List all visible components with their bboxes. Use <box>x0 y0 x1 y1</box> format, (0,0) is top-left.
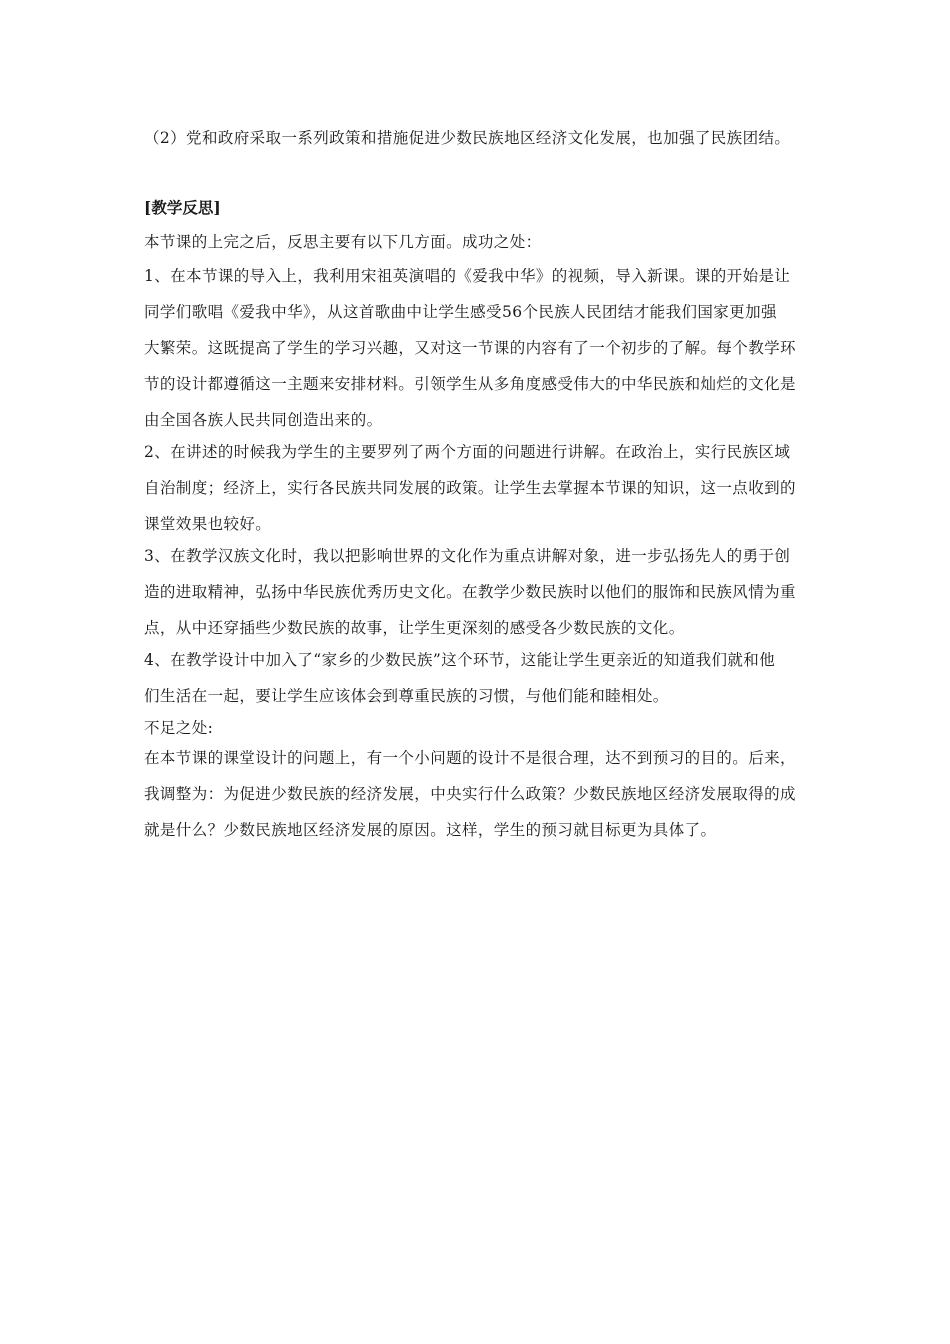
text-line: 不足之处: <box>144 719 214 737</box>
text-line: 大繁荣。这既提高了学生的学习兴趣，又对这一节课的内容有了一个初步的了解。每个教学环 <box>144 339 796 357</box>
intro-paragraph: （2）党和政府采取一系列政策和措施促进少数民族地区经济文化发展，也加强了民族团结。 <box>144 129 791 147</box>
text-line: 造的进取精神，弘扬中华民族优秀历史文化。在教学少数民族时以他们的服饰和民族风情为重 <box>144 583 796 601</box>
text-line: 我调整为：为促进少数民族的经济发展，中央实行什么政策？少数民族地区经济发展取得的成 <box>144 785 796 803</box>
text-line: 2、在讲述的时候我为学生的主要罗列了两个方面的问题进行讲解。在政治上，实行民族区域 <box>144 443 791 461</box>
text-line: 1、在本节课的导入上，我利用宋祖英演唱的《爱我中华》的视频，导入新课。课的开始是让 <box>144 267 791 285</box>
text-line: 们生活在一起，要让学生应该体会到尊重民族的习惯，与他们能和睦相处。 <box>144 687 669 705</box>
section-heading: [教学反思] <box>144 198 221 217</box>
text-line: 节的设计都遵循这一主题来安排材料。引领学生从多角度感受伟大的中华民族和灿烂的文化是 <box>144 375 796 393</box>
text-line: 在本节课的课堂设计的问题上，有一个小问题的设计不是很合理，达不到预习的目的。后来， <box>144 749 796 767</box>
text-line: 点，从中还穿插些少数民族的故事，让学生更深刻的感受各少数民族的文化。 <box>144 619 685 637</box>
text-line: 3、在教学汉族文化时，我以把影响世界的文化作为重点讲解对象，进一步弘扬先人的勇于创 <box>144 547 791 565</box>
text-line: 就是什么？少数民族地区经济发展的原因。这样，学生的预习就目标更为具体了。 <box>144 821 717 839</box>
text-line: 同学们歌唱《爱我中华》，从这首歌曲中让学生感受56个民族人民团结才能我们国家更加强 <box>144 303 777 321</box>
text-line: 本节课的上完之后，反思主要有以下几方面。成功之处： <box>144 233 542 251</box>
reflection-body <box>144 231 834 851</box>
text-line: 课堂效果也较好。 <box>144 515 272 533</box>
text-line: 4、在教学设计中加入了“家乡的少数民族”这个环节，这能让学生更亲近的知道我们就和他 <box>144 651 776 669</box>
text-line: 自治制度；经济上，实行各民族共同发展的政策。让学生去掌握本节课的知识，这一点收到的 <box>144 479 796 497</box>
text-line: 由全国各族人民共同创造出来的。 <box>144 411 383 429</box>
